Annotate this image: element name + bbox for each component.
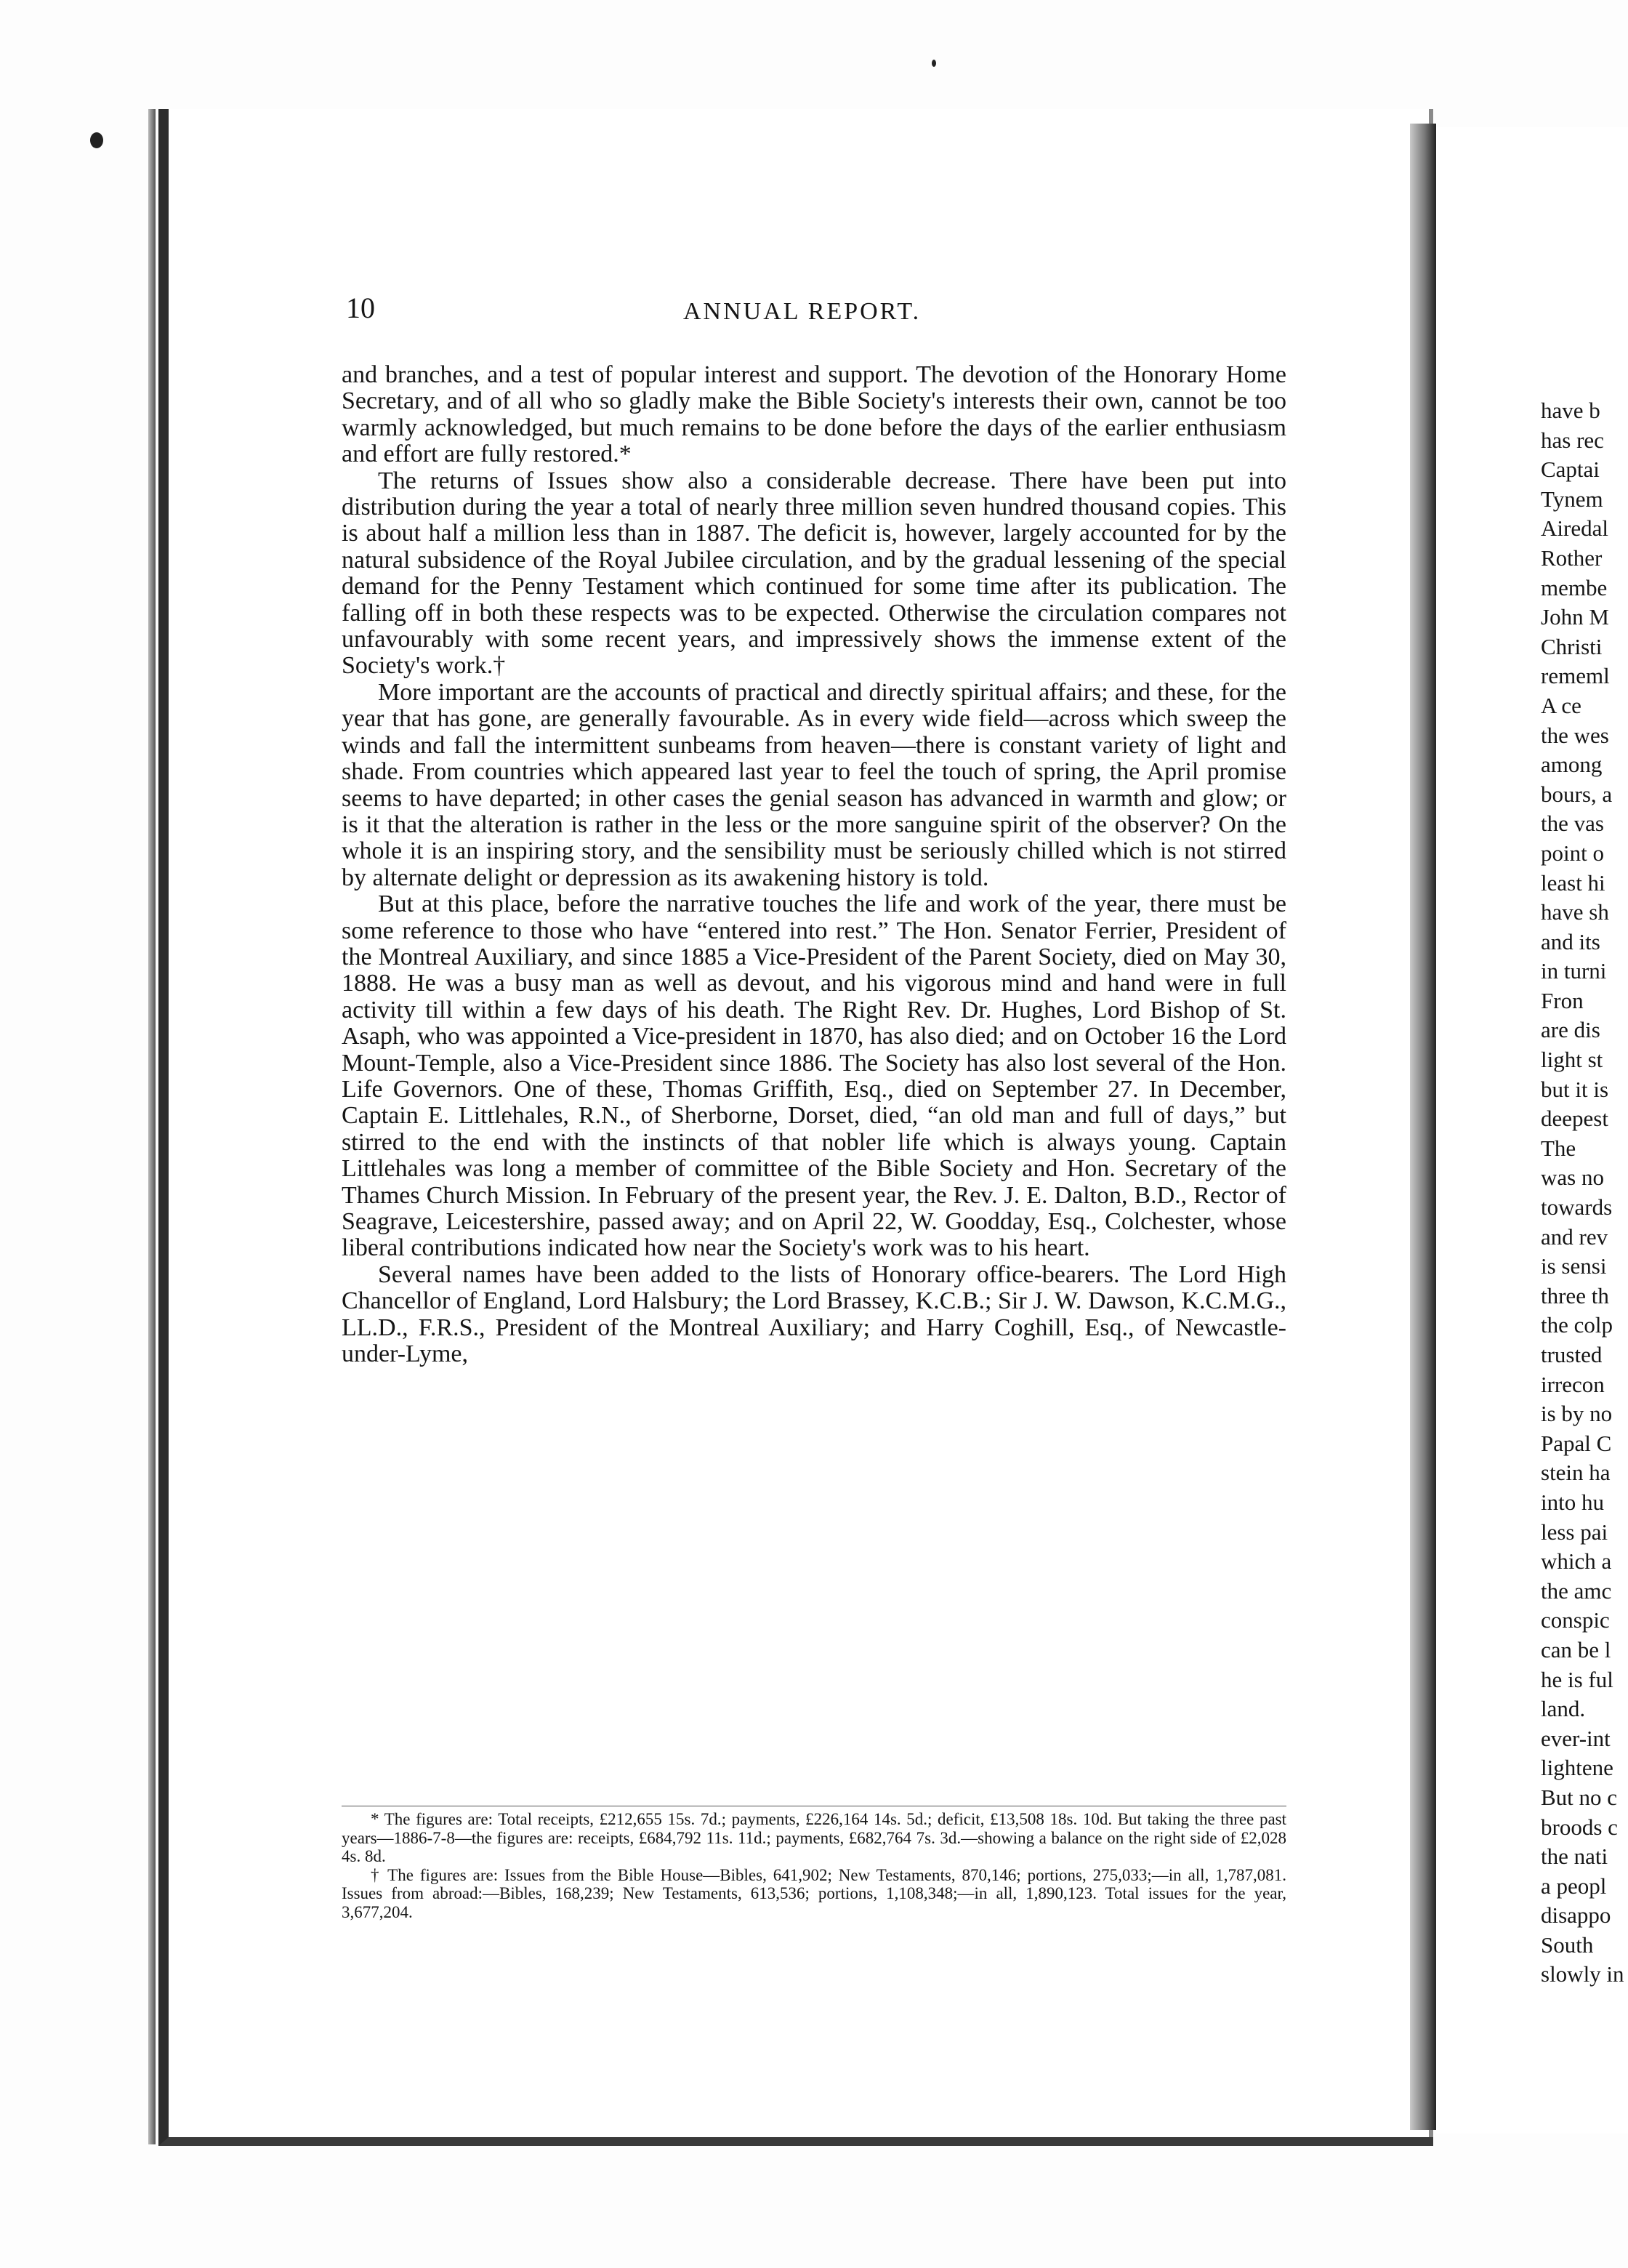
facing-page-line: Papal C [1541,1430,1612,1456]
page-number: 10 [346,291,375,324]
footnote: * The figures are: Total receipts, £212,655 15s. 7d.; payments, £226,164 14s. 5d.; deficit, £13,508 18s. 10d. But taking the three past years—1886-7-8—the figures are: receipts, £684,792 11s. 11d.; payments, £682,764 7s. 3d.—showing a balance on the right side of £2,028 4s. 8d. [342,1810,1286,1865]
facing-page-line: the colp [1541,1312,1613,1338]
facing-page-line: stein ha [1541,1460,1611,1486]
paragraph: and branches, and a test of popular interest and support. The devotion of the Honorary Home Secretary, and of all who so gladly make the Bible Society's interests their own, cannot be too warmly acknowledged, but much remains to be done before the days of the earlier enthusiasm and effort are fully restored.* [342,361,1286,468]
facing-page-line: broods c [1541,1814,1618,1840]
facing-page [1436,127,1628,2134]
facing-page-line: John M [1541,604,1609,630]
facing-page-line: A ce [1541,692,1581,718]
facing-page-line: Captai [1541,457,1600,483]
facing-page-line: three th [1541,1282,1609,1308]
facing-page-line: trusted [1541,1342,1603,1367]
facing-page-line: which a [1541,1548,1612,1575]
footnote: † The figures are: Issues from the Bible House—Bibles, 641,902; New Testaments, 870,146; portions, 275,033;—in all, 1,787,081. Issues from abroad:—Bibles, 168,239; New Testaments, 613,536; portions, 1,108,348;—in all, 1,890,123. Total issues for the year, 3,677,204. [342,1865,1286,1921]
facing-page-line: rememl [1541,663,1610,689]
facing-page-line: slowly in [1541,1961,1624,1987]
facing-page-line: Christi [1541,633,1603,659]
facing-page-line: are dis [1541,1017,1600,1043]
facing-page-line: can be l [1541,1636,1611,1662]
facing-page-line: But no c [1541,1784,1618,1810]
facing-page-line: point o [1541,840,1604,866]
facing-page-line: was no [1541,1165,1604,1191]
facing-page-line: Airedal [1541,515,1608,542]
facing-page-line: have sh [1541,899,1609,925]
facing-page-line: into hu [1541,1489,1604,1515]
facing-page-line: the nati [1541,1843,1608,1870]
facing-page-line: have b [1541,398,1600,423]
paragraph: But at this place, before the narrative touches the life and work of the year, there must be some reference to those who have “entered into rest.” The Hon. Senator Ferrier, President of the Montreal Auxiliary, and since 1885 a Vice-President of the Parent Society, died on May 30, 1888. He was a busy man as well as devout, and his vigorous mind and hand were in full activity till within a few days of his death. The Right Rev. Dr. Hughes, Lord Bishop of St. Asaph, who was appointed a Vice-president in 1870, has also died; and on October 16 the Lord Mount-Temple, also a Vice-President since 1886. The Society has also lost several of the Hon. Life Governors. One of these, Thomas Griffith, Esq., died on September 27. In December, Captain E. Littlehales, R.N., of Sherborne, Dorset, died, “an old man and full of days,” but stirred to the end with the instincts of that nobler life which is always young. Captain Littlehales was long a member of committee of the Bible Society and Hon. Secretary of the Thames Church Mission. In February of the present year, the Rev. J. E. Dalton, B.D., Rector of Seagrave, Leicestershire, passed away; and on April 22, W. Goodday, Esq., Colchester, whose liberal contributions indicated how near the Society's work was to his heart. [342,890,1286,1262]
facing-page-line: a peopl [1541,1873,1607,1899]
facing-page-line: among [1541,752,1603,778]
facing-page-line: South [1541,1931,1594,1958]
facing-page-line: less pai [1541,1519,1608,1545]
facing-page-line: The [1541,1135,1576,1161]
facing-page-line: and its [1541,928,1600,954]
page-edge-shadow [148,109,156,2144]
facing-page-line: least hi [1541,869,1605,896]
facing-page-text [1541,396,1628,1990]
paragraph: Several names have been added to the lists of Honorary office-bearers. The Lord High Chancellor of England, Lord Halsbury; the Lord Brassey, K.C.B.; Sir J. W. Dawson, K.C.M.G., LL.D., F.R.S., President of the Montreal Auxiliary; and Harry Coghill, Esq., of Newcastle-under-Lyme, [342,1260,1286,1368]
facing-page-line: ever-int [1541,1725,1611,1751]
facing-page-line: membe [1541,574,1608,600]
facing-page-line: has rec [1541,427,1604,453]
facing-page-line: bours, a [1541,781,1613,807]
dust-speck [90,132,103,148]
book-gutter [1410,124,1436,2130]
main-text-column [342,362,1286,1367]
facing-page-line: towards [1541,1194,1613,1221]
facing-page-line: lightene [1541,1755,1613,1781]
dust-speck [932,60,936,67]
facing-page-line: irrecon [1541,1371,1605,1397]
facing-page-line: Tynem [1541,486,1603,512]
footnotes [342,1810,1286,1921]
facing-page-line: he is ful [1541,1666,1613,1692]
facing-page-line: the vas [1541,811,1604,837]
facing-page-line: but it is [1541,1076,1609,1102]
facing-page-line: and rev [1541,1223,1608,1250]
facing-page-line: Rother [1541,544,1603,571]
facing-page-line: is sensi [1541,1253,1607,1279]
running-title: ANNUAL REPORT. [683,298,922,325]
facing-page-line: deepest [1541,1106,1608,1132]
facing-page-line: Fron [1541,987,1584,1013]
facing-page-line: disappo [1541,1902,1611,1929]
facing-page-line: land. [1541,1696,1586,1722]
facing-page-line: light st [1541,1047,1603,1073]
paragraph: The returns of Issues show also a considerable decrease. There have been put into distribution during the year a total of nearly three million seven hundred thousand copies. This is about half a million less than in 1887. The deficit is, however, largely accounted for by the natural subsidence of the Royal Jubilee circulation, and by the gradual lessening of the special demand for the Penny Testament which continued for some time after its publication. The falling off in both these respects was to be expected. Otherwise the circulation compares not unfavourably with some recent years, and impressively shows the immense extent of the Society's work.† [342,467,1286,680]
facing-page-line: the amc [1541,1577,1612,1604]
facing-page-line: is by no [1541,1401,1613,1427]
facing-page-line: the wes [1541,722,1609,748]
facing-page-line: conspic [1541,1607,1610,1633]
facing-page-line: in turni [1541,958,1607,984]
paragraph: More important are the accounts of practical and directly spiritual affairs; and these, for the year that has gone, are generally favourable. As in every wide field—across which sweep the winds and fall the intermittent sunbeams from heaven—there is constant variety of light and shade. From countries which appeared last year to feel the touch of spring, the April promise seems to have departed; in other cases the genial season has advanced in warmth and glow; or is it that the alteration is rather in the less or the more sanguine spirit of the observer? On the whole it is an inspiring story, and the sensibility must be seriously chilled which is not stirred by alternate delight or depression as its awakening history is told. [342,678,1286,891]
